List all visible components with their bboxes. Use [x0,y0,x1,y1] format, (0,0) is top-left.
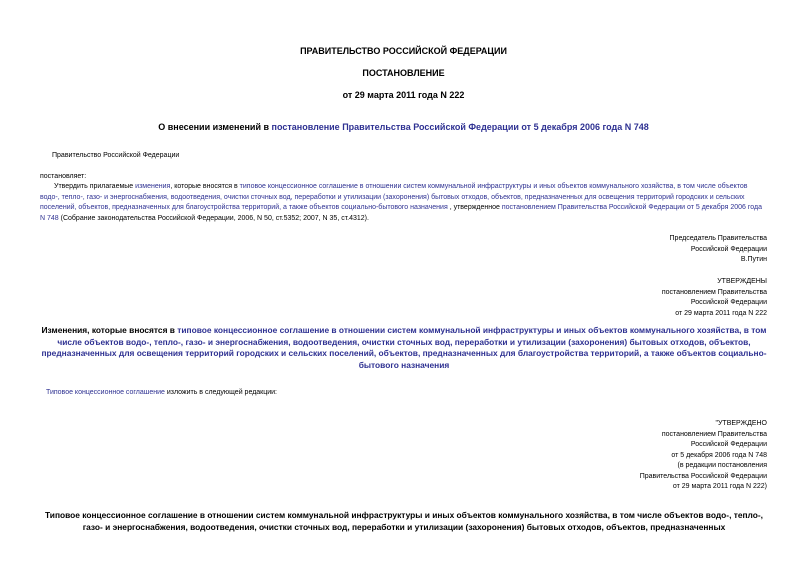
edit-line-text: изложить в следующей редакции: [164,389,278,396]
title-link[interactable]: постановление Правительства Российской Федерации от 5 декабря 2006 года N 748 [271,122,649,132]
signature-line-3: В.Путин [740,256,767,263]
approved2-line-1: "УТВЕРЖДЕНО [715,420,767,427]
approved-block-1 [662,277,767,319]
government-line: Правительство Российской Федерации [52,152,180,159]
approved1-line-4: от 29 марта 2011 года N 222 [675,309,767,317]
title-prefix: О внесении изменений в [158,122,272,132]
approved2-line-2: постановлением Правительства [661,430,767,438]
edit-line [46,388,277,399]
paragraph-mid: , которые вносятся в [170,183,240,190]
header-government: ПРАВИТЕЛЬСТВО РОССИЙСКОЙ ФЕДЕРАЦИИ [300,46,507,56]
main-paragraph [40,182,768,224]
changes-title [40,325,768,371]
approved2-line-4: от 5 декабря 2006 года N 748 [671,451,767,459]
approved-block-2 [640,419,767,493]
approved2-line-5: (в редакции постановления [677,462,767,469]
approved1-line-1: УТВЕРЖДЕНЫ [717,278,767,285]
paragraph-end: (Собрание законодательства Российской Федерации, 2006, N 50, ст.5352; 2007, N 35, ст.4312). [58,214,369,222]
paragraph-start: Утвердить прилагаемые [54,183,136,190]
signature-line-2: Российской Федерации [690,245,767,253]
document-title [0,122,807,132]
edit-line-link[interactable]: Типовое концессионное соглашение [46,389,165,396]
approved1-line-2: постановлением Правительства [661,288,767,296]
approved2-line-7: от 29 марта 2011 года N 222) [672,483,767,490]
signature-line-1: Председатель Правительства [669,235,767,242]
approved2-line-3: Российской Федерации [690,441,767,448]
decrees-line: постановляет: [40,173,87,180]
header-date: от 29 марта 2011 года N 222 [342,90,465,100]
signature-block [670,234,767,266]
approved2-line-6: Правительства Российской Федерации [639,472,767,480]
approved1-line-3: Российской Федерации [690,299,767,306]
link-agreement[interactable]: типовое концессионное соглашение в отношении систем коммунальной инфраструктуры и иных объектов коммунального хозяйства, в том числе объектов водо-, тепло-, газо- и энергоснабжения, водоотведения, очистки сточных вод, переработки и утилизации (захоронения) бытовых отходов, объектов, предназначенных для освещения территорий городских и сельских поселений, объектов, предназначенных для благоустройства территорий, а также объектов социально-бытового назначения [40,183,748,211]
changes-title-prefix: Изменения, которые вносятся в [41,325,178,335]
changes-title-link[interactable]: типовое концессионное соглашение в отношении систем коммунальной инфраструктуры и иных объектов коммунального хозяйства, в том числе объектов водо-, тепло-, газо- и энергоснабжения, водоотведения, очистки сточных вод, переработки и утилизации (захоронения) бытовых отходов, объектов, предназначенных для освещения территорий городских и сельских поселений, объектов, предназначенных для благоустройства территорий, а также объектов социально-бытового назначения [41,325,767,370]
paragraph-mid2: , утвержденное [447,204,502,211]
link-changes[interactable]: изменения [135,183,171,190]
bottom-title: Типовое концессионное соглашение в отношении систем коммунальной инфраструктуры и иных объектов коммунального хозяйства, в том числе объектов водо-, тепло-, газо- и энергоснабжения, водоотведения, очистки сточных вод, переработки и утилизации (захоронения) бытовых отходов, объектов, предназначенных [45,510,763,532]
link-decree[interactable]: постановлением Правительства Российской Федерации от 5 декабря 2006 года N 748 [40,204,762,222]
header-doc-type: ПОСТАНОВЛЕНИЕ [362,68,445,78]
